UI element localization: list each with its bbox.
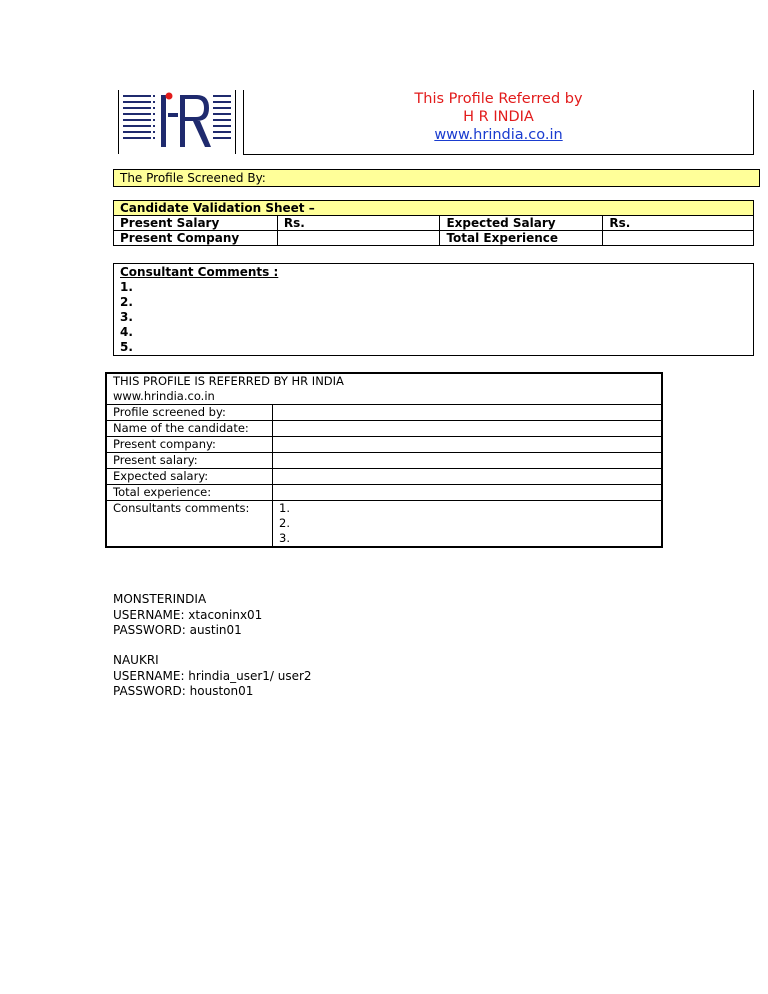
referral-header: [243, 90, 754, 155]
table-row: [106, 469, 662, 485]
header-title: This Profile Referred by: [414, 91, 583, 107]
present-company-field[interactable]: [273, 437, 663, 453]
referral-form-table: [105, 372, 663, 548]
validation-title: Candidate Validation Sheet –: [114, 201, 754, 216]
present-salary-field[interactable]: [273, 453, 663, 469]
table-row: [106, 485, 662, 501]
expected-salary-field[interactable]: [273, 469, 663, 485]
comment-item: 3.: [279, 531, 290, 545]
referral-form-website: www.hrindia.co.in: [106, 389, 662, 405]
table-row: [106, 501, 662, 548]
table-row: [114, 216, 754, 231]
header-company: H R INDIA: [463, 109, 534, 125]
expected-salary-value[interactable]: Rs.: [603, 216, 754, 231]
table-row: [114, 231, 754, 246]
total-experience-value[interactable]: [603, 231, 754, 246]
credential-username: USERNAME: xtaconinx01: [113, 607, 263, 622]
hr-india-logo: [118, 90, 236, 154]
comment-item: 1.: [120, 280, 133, 294]
credential-password: PASSWORD: houston01: [113, 684, 254, 698]
total-experience-field[interactable]: [273, 485, 663, 501]
comment-item: 2.: [120, 295, 133, 309]
candidate-name-field[interactable]: [273, 421, 663, 437]
screened-by-bar: The Profile Screened By:: [113, 169, 760, 187]
table-row: [106, 453, 662, 469]
consultants-comments-label: Consultants comments:: [106, 501, 273, 548]
present-company-label: Present Company: [114, 231, 278, 246]
candidate-validation-table: [113, 200, 754, 246]
naukri-credentials: [113, 653, 312, 700]
table-row: [106, 405, 662, 421]
credential-password: PASSWORD: austin01: [113, 623, 242, 637]
profile-screened-field[interactable]: [273, 405, 663, 421]
present-company-value[interactable]: [277, 231, 440, 246]
comment-item: 1.: [279, 501, 290, 515]
referral-form-heading: THIS PROFILE IS REFERRED BY HR INDIA: [106, 373, 662, 389]
comment-item: 3.: [120, 310, 133, 324]
monsterindia-credentials: [113, 592, 262, 639]
consultant-comments-title: Consultant Comments :: [120, 265, 279, 279]
present-salary-value[interactable]: Rs.: [277, 216, 440, 231]
credential-site: NAUKRI: [113, 653, 159, 667]
total-experience-label: Total experience:: [106, 485, 273, 501]
consultants-comments-field[interactable]: [273, 501, 663, 548]
present-salary-label: Present salary:: [106, 453, 273, 469]
credential-username: USERNAME: hrindia_user1/ user2: [113, 668, 312, 683]
present-salary-label: Present Salary: [114, 216, 278, 231]
expected-salary-label: Expected salary:: [106, 469, 273, 485]
comment-item: 5.: [120, 340, 133, 354]
credential-site: MONSTERINDIA: [113, 592, 207, 606]
header-website-link[interactable]: www.hrindia.co.in: [434, 127, 563, 143]
hr-logo-icon: [121, 91, 233, 153]
expected-salary-label: Expected Salary: [440, 216, 603, 231]
total-experience-label: Total Experience: [440, 231, 603, 246]
validation-title-row: [114, 201, 754, 216]
comment-item: 4.: [120, 325, 133, 339]
comment-item: 2.: [279, 516, 290, 530]
table-row: [106, 437, 662, 453]
table-row: [106, 421, 662, 437]
profile-screened-label: Profile screened by:: [106, 405, 273, 421]
present-company-label: Present company:: [106, 437, 273, 453]
candidate-name-label: Name of the candidate:: [106, 421, 273, 437]
consultant-comments-box: [113, 263, 754, 356]
